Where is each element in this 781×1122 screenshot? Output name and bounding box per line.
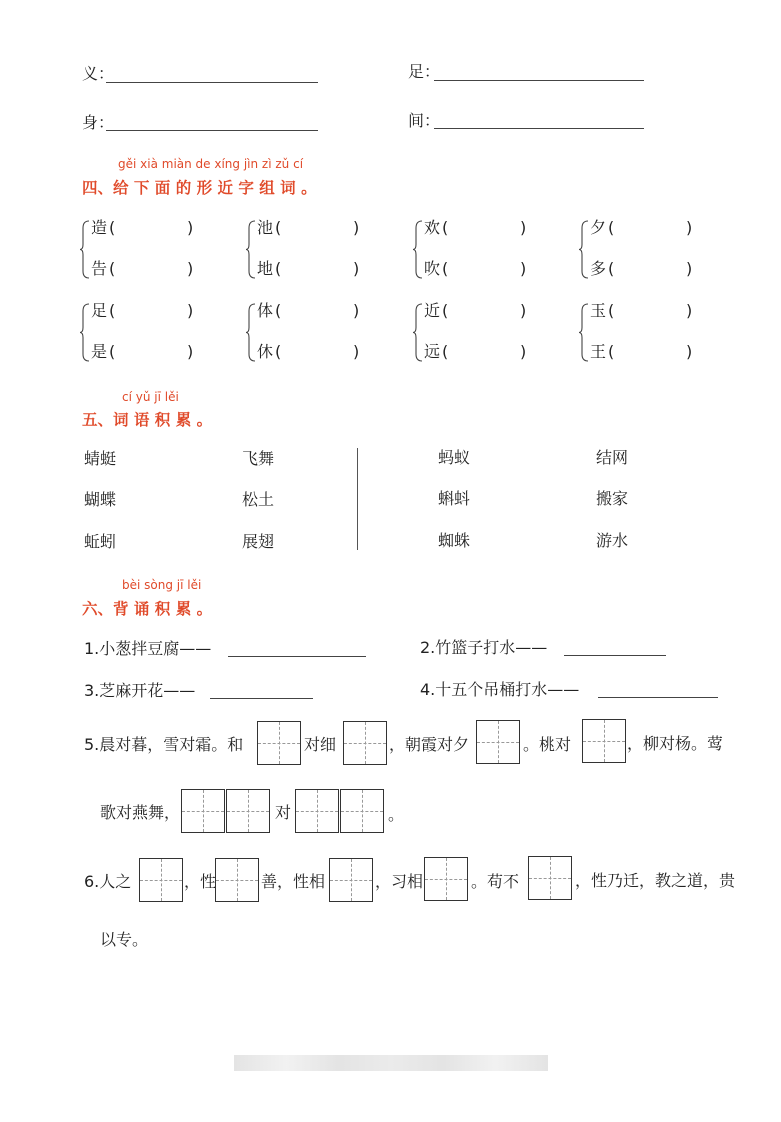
section4-paren-close-1-1[interactable]: ) xyxy=(353,259,360,278)
label-jian: 间： xyxy=(408,111,441,130)
q5-box-6[interactable] xyxy=(226,789,270,833)
section4-char-5-1: 休 xyxy=(257,342,274,361)
q6-text-a: 6.人之 xyxy=(84,872,132,891)
section4-title: 四、给 下 面 的 形 近 字 组 词 。 xyxy=(82,179,317,197)
q6-text-e: 。苟不 xyxy=(471,872,520,891)
section4-paren-open-5-1[interactable]: ( xyxy=(275,342,282,361)
q5-box-1[interactable] xyxy=(257,721,301,765)
section4-paren-close-5-1[interactable]: ) xyxy=(353,342,360,361)
section4-paren-open-6-1[interactable]: ( xyxy=(442,342,449,361)
word-right2-2[interactable]: 游水 xyxy=(596,531,629,550)
q5-box-2[interactable] xyxy=(343,721,387,765)
q6-text-f: ，性乃迁，教之道，贵 xyxy=(575,871,736,890)
section4-char-6-0: 近 xyxy=(424,301,441,320)
section4-paren-close-5-0[interactable]: ) xyxy=(353,301,360,320)
word-right1-0[interactable]: 蚂蚁 xyxy=(438,448,471,467)
q6-text-b: ，性 xyxy=(184,872,217,891)
section4-paren-close-3-1[interactable]: ) xyxy=(686,259,693,278)
answer-line-jian[interactable] xyxy=(434,128,644,129)
q6-text-g: 以专。 xyxy=(100,930,149,949)
section4-paren-open-3-1[interactable]: ( xyxy=(608,259,615,278)
q5-text-d: 。桃对 xyxy=(523,735,572,754)
section4-paren-open-3-0[interactable]: ( xyxy=(608,218,615,237)
section4-paren-close-4-1[interactable]: ) xyxy=(187,342,194,361)
section4-paren-open-2-0[interactable]: ( xyxy=(442,218,449,237)
section4-paren-open-7-1[interactable]: ( xyxy=(608,342,615,361)
answer-line-yi[interactable] xyxy=(106,82,318,83)
label-yi: 义： xyxy=(82,64,115,83)
q4-text: 4.十五个吊桶打水—— xyxy=(420,680,580,699)
section4-paren-open-5-0[interactable]: ( xyxy=(275,301,282,320)
brace-0 xyxy=(80,220,90,279)
q6-text-c: 善，性相 xyxy=(261,872,326,891)
word-left1-1[interactable]: 蝴蝶 xyxy=(84,490,117,509)
q5-box-5[interactable] xyxy=(181,789,225,833)
section4-paren-close-3-0[interactable]: ) xyxy=(686,218,693,237)
brace-3 xyxy=(579,220,589,279)
section4-char-3-0: 夕 xyxy=(590,218,607,237)
q5-text-g: 对 xyxy=(275,803,292,822)
section4-char-2-0: 欢 xyxy=(424,218,441,237)
section4-paren-close-1-0[interactable]: ) xyxy=(353,218,360,237)
section5-divider xyxy=(357,448,358,550)
section4-paren-close-0-1[interactable]: ) xyxy=(187,259,194,278)
q2-answer-line[interactable] xyxy=(564,655,666,656)
word-right2-0[interactable]: 结网 xyxy=(596,448,629,467)
section4-paren-open-1-1[interactable]: ( xyxy=(275,259,282,278)
blurred-footer xyxy=(234,1055,548,1071)
section5-title: 五、词 语 积 累 。 xyxy=(82,411,213,429)
q6-box-4[interactable] xyxy=(424,857,468,901)
section4-paren-close-6-1[interactable]: ) xyxy=(520,342,527,361)
word-left1-2[interactable]: 蚯蚓 xyxy=(84,532,117,551)
q3-answer-line[interactable] xyxy=(210,698,313,699)
q1-answer-line[interactable] xyxy=(228,656,366,657)
section5-pinyin: cí yǔ jī lěi xyxy=(122,390,179,404)
brace-7 xyxy=(579,303,589,362)
word-right1-2[interactable]: 蜘蛛 xyxy=(438,531,471,550)
section4-char-1-0: 池 xyxy=(257,218,274,237)
q2-text: 2.竹篮子打水—— xyxy=(420,638,548,657)
section6-title: 六、背 诵 积 累 。 xyxy=(82,600,213,618)
q6-box-3[interactable] xyxy=(329,858,373,902)
section4-paren-close-7-1[interactable]: ) xyxy=(686,342,693,361)
section4-char-5-0: 体 xyxy=(257,301,274,320)
section4-paren-open-0-0[interactable]: ( xyxy=(109,218,116,237)
q3-text: 3.芝麻开花—— xyxy=(84,681,196,700)
section4-char-4-0: 足 xyxy=(91,301,108,320)
section4-paren-open-4-1[interactable]: ( xyxy=(109,342,116,361)
section4-char-0-1: 告 xyxy=(91,259,108,278)
section4-paren-close-2-1[interactable]: ) xyxy=(520,259,527,278)
brace-4 xyxy=(80,303,90,362)
section4-paren-open-2-1[interactable]: ( xyxy=(442,259,449,278)
q5-text-e: ，柳对杨。莺 xyxy=(627,734,724,753)
section4-paren-open-0-1[interactable]: ( xyxy=(109,259,116,278)
word-left2-0[interactable]: 飞舞 xyxy=(242,449,275,468)
section4-char-7-0: 玉 xyxy=(590,301,607,320)
label-zu: 足： xyxy=(408,62,441,81)
section4-char-0-0: 造 xyxy=(91,218,108,237)
word-left1-0[interactable]: 蜻蜓 xyxy=(84,449,117,468)
section4-paren-close-6-0[interactable]: ) xyxy=(520,301,527,320)
section4-paren-close-0-0[interactable]: ) xyxy=(187,218,194,237)
section4-paren-close-4-0[interactable]: ) xyxy=(187,301,194,320)
q5-box-4[interactable] xyxy=(582,719,626,763)
word-right2-1[interactable]: 搬家 xyxy=(596,489,629,508)
q5-text-c: ，朝霞对夕 xyxy=(389,735,470,754)
brace-2 xyxy=(413,220,423,279)
section4-char-6-1: 远 xyxy=(424,342,441,361)
section4-paren-open-6-0[interactable]: ( xyxy=(442,301,449,320)
section4-char-3-1: 多 xyxy=(590,259,607,278)
section4-paren-open-1-0[interactable]: ( xyxy=(275,218,282,237)
q1-text: 1.小葱拌豆腐—— xyxy=(84,639,212,658)
section4-char-2-1: 吹 xyxy=(424,259,441,278)
q6-text-d: ，习相 xyxy=(375,872,424,891)
word-left2-2[interactable]: 展翅 xyxy=(242,532,275,551)
section4-pinyin: gěi xià miàn de xíng jìn zì zǔ cí xyxy=(118,157,304,171)
q6-box-1[interactable] xyxy=(139,858,183,902)
answer-line-zu[interactable] xyxy=(434,80,644,81)
section4-paren-close-7-0[interactable]: ) xyxy=(686,301,693,320)
answer-line-shen[interactable] xyxy=(106,130,318,131)
section4-paren-close-2-0[interactable]: ) xyxy=(520,218,527,237)
q5-text-b: 对细 xyxy=(304,735,337,754)
word-right1-1[interactable]: 蝌蚪 xyxy=(438,489,471,508)
section4-char-1-1: 地 xyxy=(257,259,274,278)
section4-char-4-1: 是 xyxy=(91,342,108,361)
brace-1 xyxy=(246,220,256,279)
q5-box-7[interactable] xyxy=(295,789,339,833)
section6-pinyin: bèi sòng jī lěi xyxy=(122,578,202,592)
q4-answer-line[interactable] xyxy=(598,697,718,698)
section4-paren-open-4-0[interactable]: ( xyxy=(109,301,116,320)
q5-box-3[interactable] xyxy=(476,720,520,764)
word-left2-1[interactable]: 松土 xyxy=(242,490,275,509)
section4-paren-open-7-0[interactable]: ( xyxy=(608,301,615,320)
q5-box-8[interactable] xyxy=(340,789,384,833)
q6-box-5[interactable] xyxy=(528,856,572,900)
label-shen: 身： xyxy=(82,113,115,132)
q5-text-f: 歌对燕舞， xyxy=(100,803,181,822)
q5-text-h: 。 xyxy=(388,805,405,824)
brace-6 xyxy=(413,303,423,362)
brace-5 xyxy=(246,303,256,362)
q6-box-2[interactable] xyxy=(215,858,259,902)
q5-text-a: 5.晨对暮，雪对霜。和 xyxy=(84,735,244,754)
section4-char-7-1: 王 xyxy=(590,342,607,361)
